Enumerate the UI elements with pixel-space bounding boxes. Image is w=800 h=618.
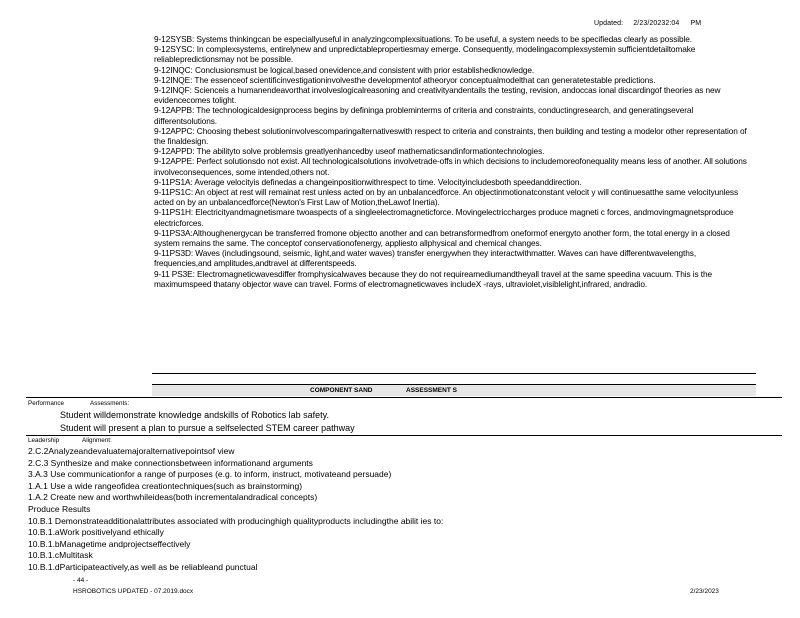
standard-item: 9-11 PS3E: Electromagneticwavesdiffer fromphysicalwaves because they do not requireamediumandtheyall travel at the same speedina vacuum. This is the maximumspeed thatany objector wave can travel. Forms of electromagneticwaves includeX -rays, ultraviolet,visiblelight,infrared, andradio. (154, 268, 712, 289)
standard-item: 9-12INQE: The essenceof scientificinvestigationinvolvesthe developmentof atheoryor conceptualmodelthat can generatetestable predictions. (154, 74, 656, 85)
standard-item: 9-12INQF: Scienceis a humanendeavorthat involveslogicalreasoning and creativityandentails the testing, revision, andoccas ional discardingof theories as new evidencecomes tolight. (154, 85, 721, 106)
performance-label: Performance (28, 400, 65, 407)
standard-item: 9-12APPB: The technologicaldesignprocess begins by defininga probleminterms of criteria and constraints, conductingresearch, and generatingseveral differentsolutions. (154, 105, 694, 126)
standard-item: 9-12APPE: Perfect solutionsdo not exist. All technologicalsolutions involvetrade-offs in which decisions to includemoreofonequality means less of another. All solutions involveconsequences, some intended,others not. (154, 156, 747, 177)
standard-item: 9-12APPD: The abilityto solve problemsis greatlyenhancedby useof mathematicsandinformationtechnologies. (154, 146, 545, 157)
section-divider (26, 397, 782, 398)
standard-item: 9-12INQC: Conclusionsmust be logical,based onevidence,and consistent with prior establishedknowledge. (154, 64, 535, 75)
list-item (30, 409, 355, 422)
list-item: 2.C.2Analyzeandevaluatemajoralternativepointsof view (28, 446, 235, 456)
leadership-label: Leadership (28, 437, 60, 444)
footer-filename: HSROBOTICS UPDATED - 07.2019.docx (73, 588, 194, 595)
updated-ampm: PM (690, 20, 702, 27)
standard-item: 9-12APPC: Choosing thebest solutioninvolvescomparingalternativeswith respect to criteria and constraints, then building and testing a modelor other representation of the finaldesign. (154, 125, 747, 147)
standard-item: 9-11PS3A:Althoughenergycan be transferred fromone objectto another and can betransformedfrom oneformof energyto another form, the total energy in a closed system remains the same. The conceptof conservationofenergy, appliesto allphysical and chemical changes. (154, 227, 730, 249)
standards-list (154, 34, 754, 289)
updated-label: Updated: (594, 20, 624, 27)
components-header-left: COMPONENT SAND (310, 387, 373, 394)
components-header (152, 385, 756, 396)
standard-item: 9-11PS1C: An object at rest will remainat rest unless acted on by an unbalancedforce. An objectinmotionatconstant velocit y will continuesatthe same velocityunless acted on by an unbalancedforce(Newton's First Law of Motion,theLawof Inertia). (154, 187, 739, 208)
standard-item: 9-12SYSC: In complexsystems, entirelynew and unpredictablepropertiesmay emerge. Consequently, modelingacomplexsystemin sufficientdetailtomake reliablepredictionsmay not be possible. (154, 44, 696, 65)
section-divider (26, 435, 782, 436)
components-header-right: ASSESSMENT S (406, 387, 457, 394)
standard-item: 9-11PS1A: Average velocityis definedas a changeinpositionwithrespect to time. Velocityincludesboth speedanddirection. (154, 176, 582, 187)
updated-value: 2/23/20232:04 (633, 20, 680, 27)
assessments-label: Assessments: (90, 400, 130, 407)
table-rule (152, 373, 756, 374)
page-number: - 44 - (73, 577, 89, 584)
list-item: 10.B.1.cMultitask (28, 550, 93, 561)
list-item: 10.B.1 Demonstrateadditionalattributes associated with producinghigh qualityproducts includingthe abilit ies to: (28, 515, 444, 526)
list-item: 1.A.1 Use a wide rangeofidea creationtechniques(such as brainstorming) (28, 480, 303, 491)
list-item: 2.C.3 Synthesize and make connectionsbetween informationand arguments (28, 457, 313, 468)
alignment-label: Alignment: (82, 437, 112, 444)
standard-item: 9-11PS3D: Waves (includingsound, seismic, light,and water waves) transfer energywhen they interactwithmatter. Waves can have differentwavelengths, frequencies,and amplitudes,andtravel at differentspeeds. (154, 248, 697, 269)
list-item: 10.B.1.aWork positivelyand ethically (28, 527, 164, 538)
list-item: 3.A.3 Use communicationfor a range of purposes (e.g. to inform, instruct, motivateand persuade) (28, 469, 392, 480)
footer-date: 2/23/2023 (690, 588, 719, 595)
list-item (30, 422, 355, 435)
standard-item: 9-11PS1H: Electricityandmagnetismare twoaspects of a singleelectromagneticforce. Movingelectriccharges produce magneti c forces, andmovingmagnetsproduce electricforces. (154, 207, 734, 228)
assessment-text: Student will present a plan to pursue a selfselected STEM career pathway (60, 422, 355, 433)
assessments-list (30, 409, 355, 434)
list-item: Produce Results (28, 503, 91, 514)
standard-item: 9-12SYSB: Systems thinkingcan be especiallyuseful in analyzingcomplexsituations. To be useful, a system needs to be specifiedas clearly as possible. (154, 34, 693, 44)
alignment-list (28, 446, 443, 574)
list-item: 1.A.2 Create new and worthwhileideas(both incrementalandradical concepts) (28, 492, 318, 503)
assessment-text: Student willdemonstrate knowledge andskills of Robotics lab safety. (60, 410, 329, 420)
updated-stamp (594, 20, 701, 27)
list-item: 10.B.1.bManagetime andprojectseffectively (28, 538, 191, 549)
list-item: 10.B.1.dParticipateactively,as well as be reliableand punctual (28, 561, 258, 572)
